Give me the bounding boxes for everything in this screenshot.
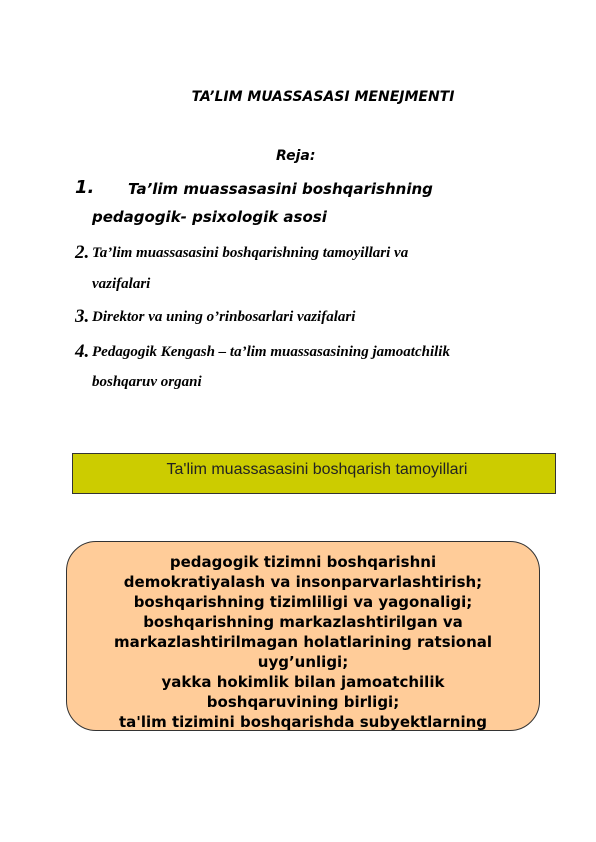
principle-line: demokratiyalash va insonparvarlashtirish; xyxy=(123,573,483,591)
plan-item-4-number: 4. xyxy=(75,341,90,362)
plan-item-3-number: 3. xyxy=(75,306,90,327)
plan-item-3-line-1: Direktor va uning o’rinbosarlari vazifalari xyxy=(92,309,356,325)
plan-item-4-line-2: boshqaruv organi xyxy=(92,374,202,390)
plan-item-2-line-2: vazifalari xyxy=(92,276,151,292)
plan-item-2-number: 2. xyxy=(75,242,90,263)
principle-line: ta'lim tizimini boshqarishda subyektlarning xyxy=(118,713,488,731)
plan-heading: Reja: xyxy=(276,148,316,164)
principle-line: uyg’unligi; xyxy=(257,653,349,671)
principle-line: boshqarishning tizimliligi va yagonaligi; xyxy=(133,593,473,611)
principle-line: markazlashtirilmagan holatlarining ratsional xyxy=(113,633,493,651)
plan-item-2-line-1: Ta’lim muassasasini boshqarishning tamoyillari va xyxy=(92,245,409,261)
principle-line: pedagogik tizimni boshqarishni xyxy=(169,553,437,571)
principle-line: boshqarishning markazlashtirilgan va xyxy=(143,613,463,631)
plan-item-1-line-2: pedagogik- psixologik asosi xyxy=(92,208,327,226)
principles-list xyxy=(67,552,539,731)
principles-box xyxy=(66,541,540,731)
principle-line: boshqaruvining birligi; xyxy=(206,693,400,711)
plan-item-4-line-1: Pedagogik Kengash – ta’lim muassasasining jamoatchilik xyxy=(92,344,450,360)
principle-line: yakka hokimlik bilan jamoatchilik xyxy=(161,673,445,691)
principles-banner-text: Ta'lim muassasasini boshqarish tamoyillari xyxy=(166,461,468,478)
principles-banner xyxy=(72,453,556,494)
plan-item-1-line-1: Ta’lim muassasasini boshqarishning xyxy=(128,180,433,198)
plan-item-1-number: 1. xyxy=(75,177,95,198)
document-title: TA’LIM MUASSASASI MENEJMENTI xyxy=(191,89,455,105)
